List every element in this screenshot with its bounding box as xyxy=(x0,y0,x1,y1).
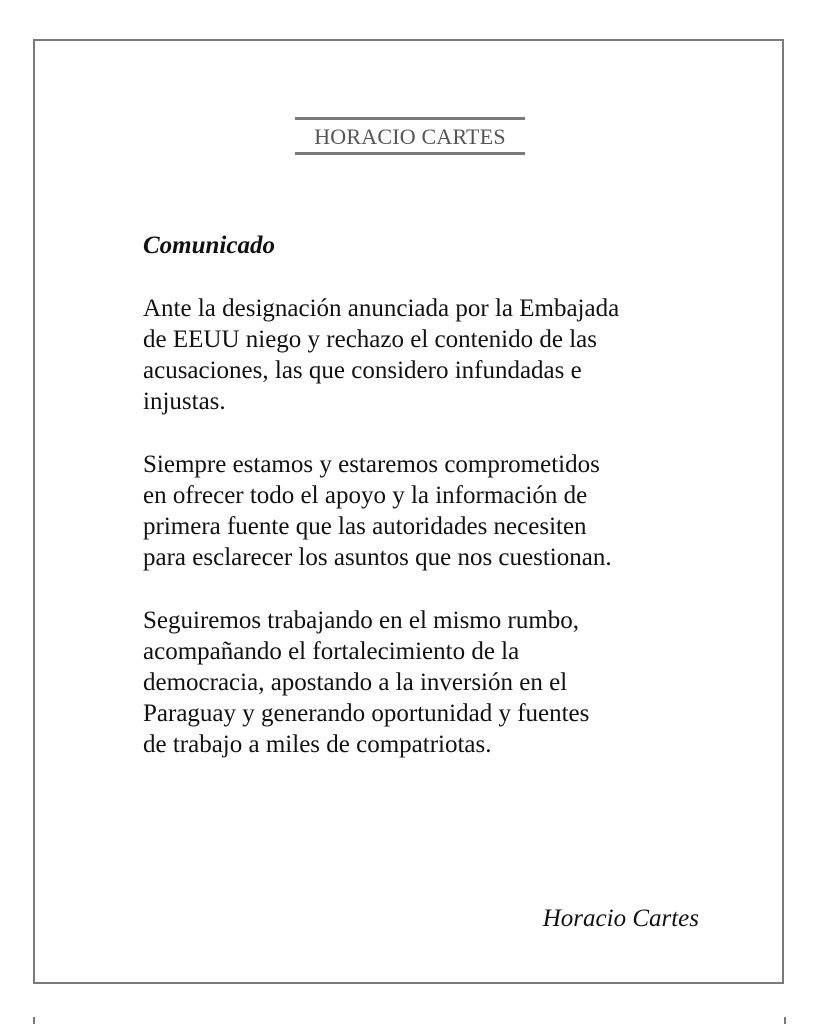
frame-edge-mark-right xyxy=(784,1017,786,1024)
document-heading: Comunicado xyxy=(143,232,275,259)
letterhead-bottom-rule xyxy=(295,152,525,155)
paragraph-line: para esclarecer los asuntos que nos cuestionan. xyxy=(143,544,612,571)
paragraph-line: de EEUU niego y rechazo el contenido de las xyxy=(143,326,597,353)
paragraph-line: injustas. xyxy=(143,388,226,415)
frame-edge-mark-left xyxy=(33,1017,35,1024)
paragraph-line: de trabajo a miles de compatriotas. xyxy=(143,731,492,758)
signature: Horacio Cartes xyxy=(542,905,699,932)
paragraph-1 xyxy=(143,293,723,417)
paragraph-3 xyxy=(143,605,723,760)
paragraph-line: democracia, apostando a la inversión en el xyxy=(143,669,568,696)
letterhead-title: HORACIO CARTES xyxy=(314,124,506,149)
paragraph-line: primera fuente que las autoridades necesiten xyxy=(143,513,587,540)
paragraph-line: Seguiremos trabajando en el mismo rumbo, xyxy=(143,607,580,634)
paragraph-line: Siempre estamos y estaremos comprometidos xyxy=(143,451,600,478)
paragraph-line: en ofrecer todo el apoyo y la información de xyxy=(143,482,588,509)
paragraph-line: Ante la designación anunciada por la Embajada xyxy=(143,295,620,322)
paragraph-line: acompañando el fortalecimiento de la xyxy=(143,638,520,665)
paragraph-line: acusaciones, las que considero infundadas e xyxy=(143,357,582,384)
paragraph-2 xyxy=(143,449,723,573)
paragraph-line: Paraguay y generando oportunidad y fuentes xyxy=(143,700,590,727)
letterhead xyxy=(295,117,525,155)
document-body xyxy=(143,230,723,792)
